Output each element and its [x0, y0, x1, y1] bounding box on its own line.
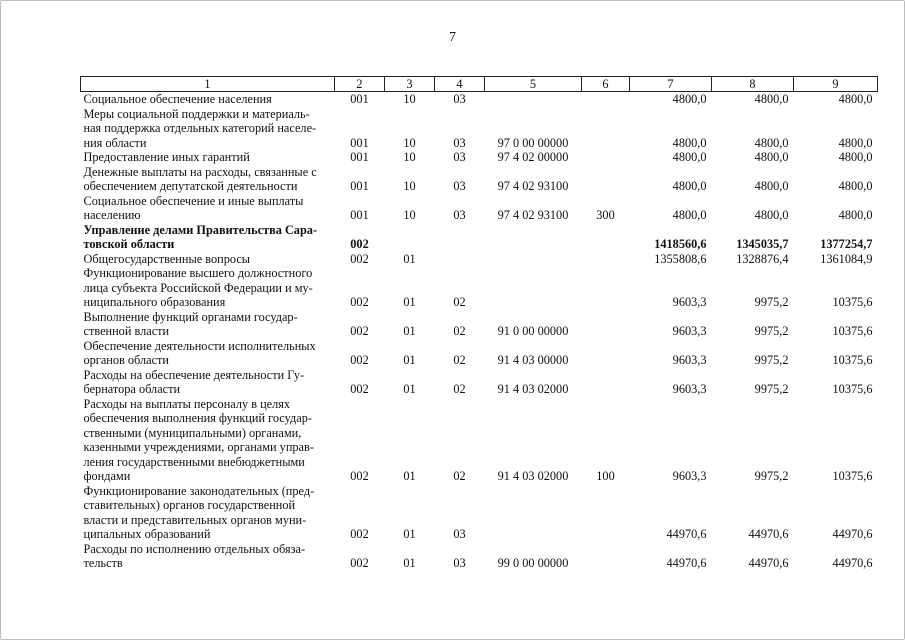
- table-row: [81, 92, 878, 107]
- table-body: [81, 92, 878, 571]
- amount-year-1: 44970,6: [666, 527, 707, 541]
- amount-year-3: 1361084,9: [820, 251, 873, 266]
- amount-year-2: 1345035,7: [736, 237, 789, 251]
- amount-year-1: 9603,3: [672, 324, 707, 338]
- expense-type-code: [582, 368, 630, 397]
- ministry-code: 002: [350, 527, 369, 541]
- column-header: 4: [435, 77, 485, 92]
- section-code: 10: [403, 135, 416, 150]
- subsection-code: 02: [453, 382, 466, 396]
- subsection-code: 03: [453, 556, 466, 570]
- description-line: ственной власти: [83, 324, 170, 338]
- table-row: [81, 252, 878, 267]
- expense-type-code: [582, 92, 630, 107]
- description-line: органов области: [83, 353, 170, 367]
- table-row: [81, 542, 878, 571]
- amount-year-1: 1418560,6: [654, 237, 707, 251]
- target-item-code: [485, 266, 582, 310]
- amount-year-1: 1355808,6: [654, 251, 707, 266]
- table-row: [81, 107, 878, 151]
- expense-type-code: [582, 252, 630, 267]
- section-code: [385, 223, 435, 252]
- amount-year-2: 4800,0: [754, 135, 789, 150]
- ministry-code: 002: [350, 237, 369, 251]
- column-header: 3: [385, 77, 435, 92]
- ministry-code: 002: [350, 469, 369, 483]
- subsection-code: 03: [453, 179, 466, 193]
- column-header: 8: [712, 77, 794, 92]
- expense-type-code: [582, 310, 630, 339]
- ministry-code: 001: [350, 179, 369, 193]
- amount-year-1: 4800,0: [672, 150, 707, 164]
- amount-year-2: 4800,0: [754, 150, 789, 164]
- section-code: 10: [403, 179, 416, 193]
- amount-year-3: 44970,6: [832, 556, 873, 570]
- amount-year-1: 4800,0: [672, 179, 707, 193]
- description-line: ставительных) органов государственной: [83, 498, 296, 512]
- amount-year-3: 4800,0: [838, 150, 873, 164]
- expense-type-code: [582, 107, 630, 151]
- description-line: Расходы на выплаты персоналу в целях: [83, 396, 291, 411]
- target-item-code: 97 0 00 00000: [497, 135, 569, 150]
- amount-year-1: 4800,0: [672, 92, 707, 106]
- amount-year-3: 4800,0: [838, 92, 873, 106]
- subsection-code: [435, 223, 485, 252]
- expense-type-code: 300: [596, 208, 615, 222]
- amount-year-1: 44970,6: [666, 556, 707, 570]
- table-row: [81, 223, 878, 252]
- ministry-code: 001: [350, 150, 369, 164]
- section-code: 01: [403, 295, 416, 309]
- amount-year-2: 9975,2: [754, 382, 789, 396]
- subsection-code: 03: [453, 527, 466, 541]
- row-description: [81, 397, 335, 484]
- amount-year-3: 4800,0: [838, 208, 873, 222]
- target-item-code: 91 4 03 00000: [497, 353, 569, 367]
- section-code: 01: [403, 324, 416, 338]
- description-line: лица субъекта Российской Федерации и му-: [83, 280, 313, 295]
- amount-year-1: 9603,3: [672, 469, 707, 483]
- column-header: 1: [81, 77, 335, 92]
- description-line: ниципального образования: [83, 295, 226, 309]
- amount-year-1: 9603,3: [672, 353, 707, 367]
- amount-year-2: 9975,2: [754, 353, 789, 367]
- target-item-code: [485, 223, 582, 252]
- table-row: [81, 266, 878, 310]
- subsection-code: 02: [453, 469, 466, 483]
- section-code: 01: [403, 469, 416, 483]
- page-number: 7: [449, 30, 456, 45]
- amount-year-3: 10375,6: [832, 469, 873, 483]
- row-description: [81, 484, 335, 542]
- target-item-code: [485, 484, 582, 542]
- table-row: [81, 165, 878, 194]
- description-line: Обеспечение деятельности исполнительных: [83, 338, 316, 353]
- row-description: [81, 194, 335, 223]
- expense-type-code: [582, 542, 630, 571]
- expense-type-code: [582, 266, 630, 310]
- description-line: власти и представительных органов муни-: [83, 512, 307, 527]
- description-line: ственными (муниципальными) органами,: [83, 425, 302, 440]
- section-code: 01: [403, 251, 416, 266]
- table-row: [81, 368, 878, 397]
- amount-year-2: 4800,0: [754, 92, 789, 106]
- amount-year-1: 4800,0: [672, 135, 707, 150]
- ministry-code: 002: [350, 324, 369, 338]
- subsection-code: 03: [453, 92, 466, 106]
- ministry-code: 002: [350, 353, 369, 367]
- row-description: [81, 150, 335, 165]
- description-line: Общегосударственные вопросы: [83, 251, 251, 266]
- description-line: Предоставление иных гарантий: [83, 150, 250, 164]
- amount-year-2: 4800,0: [754, 179, 789, 193]
- target-item-code: 99 0 00 00000: [497, 556, 569, 570]
- description-line: Управление делами Правительства Сара-: [83, 222, 318, 237]
- amount-year-2: 1328876,4: [736, 251, 789, 266]
- column-header: 7: [630, 77, 712, 92]
- description-line: Социальное обеспечение населения: [83, 92, 272, 106]
- description-line: Расходы по исполнению отдельных обяза-: [83, 541, 306, 556]
- amount-year-2: 9975,2: [754, 295, 789, 309]
- amount-year-1: 9603,3: [672, 382, 707, 396]
- row-description: [81, 266, 335, 310]
- section-code: 01: [403, 382, 416, 396]
- amount-year-3: 10375,6: [832, 295, 873, 309]
- description-line: Расходы на обеспечение деятельности Гу-: [83, 367, 305, 382]
- section-code: 01: [403, 527, 416, 541]
- description-line: тельств: [83, 556, 123, 570]
- description-line: обеспечением депутатской деятельности: [83, 179, 298, 193]
- description-line: Меры социальной поддержки и материаль-: [83, 106, 310, 121]
- description-line: Выполнение функций органами государ-: [83, 309, 298, 324]
- table-row: [81, 194, 878, 223]
- description-line: ления государственными внебюджетными: [83, 454, 305, 469]
- description-line: населению: [83, 208, 141, 222]
- table-row: [81, 484, 878, 542]
- subsection-code: 03: [453, 150, 466, 164]
- amount-year-2: 9975,2: [754, 469, 789, 483]
- column-header: 2: [335, 77, 385, 92]
- subsection-code: 03: [453, 208, 466, 222]
- amount-year-3: 4800,0: [838, 135, 873, 150]
- amount-year-1: 9603,3: [672, 295, 707, 309]
- column-header: 5: [485, 77, 582, 92]
- ministry-code: 001: [350, 135, 369, 150]
- ministry-code: 001: [350, 208, 369, 222]
- amount-year-2: 4800,0: [754, 208, 789, 222]
- target-item-code: 97 4 02 93100: [497, 179, 569, 193]
- amount-year-3: 44970,6: [832, 527, 873, 541]
- row-description: [81, 339, 335, 368]
- amount-year-2: 44970,6: [748, 556, 789, 570]
- target-item-code: [485, 92, 582, 107]
- column-header: 6: [582, 77, 630, 92]
- description-line: ципальных образований: [83, 527, 211, 541]
- row-description: [81, 310, 335, 339]
- target-item-code: 91 4 03 02000: [497, 469, 569, 483]
- amount-year-3: 1377254,7: [820, 237, 873, 251]
- target-item-code: 97 4 02 00000: [497, 150, 569, 164]
- description-line: бернатора области: [83, 382, 181, 396]
- ministry-code: 001: [350, 92, 369, 106]
- subsection-code: 02: [453, 295, 466, 309]
- expense-type-code: [582, 339, 630, 368]
- section-code: 01: [403, 353, 416, 367]
- target-item-code: 97 4 02 93100: [497, 208, 569, 222]
- row-description: [81, 542, 335, 571]
- description-line: Социальное обеспечение и иные выплаты: [83, 193, 304, 208]
- table-header-row: [81, 77, 878, 92]
- budget-table: [80, 76, 878, 571]
- table-row: [81, 339, 878, 368]
- amount-year-3: 10375,6: [832, 353, 873, 367]
- ministry-code: 002: [350, 251, 369, 266]
- expense-type-code: [582, 150, 630, 165]
- description-line: ная поддержка отдельных категорий населе-: [83, 121, 317, 135]
- description-line: Функционирование высшего должностного: [83, 266, 313, 280]
- expense-type-code: 100: [596, 469, 615, 483]
- subsection-code: 02: [453, 353, 466, 367]
- description-line: Денежные выплаты на расходы, связанные с: [83, 164, 317, 179]
- expense-type-code: [582, 484, 630, 542]
- description-line: ния области: [83, 135, 147, 150]
- target-item-code: 91 0 00 00000: [497, 324, 569, 338]
- section-code: 10: [403, 150, 416, 164]
- section-code: 01: [403, 556, 416, 570]
- table-row: [81, 150, 878, 165]
- target-item-code: [485, 252, 582, 267]
- amount-year-2: 9975,2: [754, 324, 789, 338]
- description-line: фондами: [83, 469, 131, 483]
- amount-year-1: 4800,0: [672, 208, 707, 222]
- row-description: [81, 165, 335, 194]
- table-row: [81, 397, 878, 484]
- subsection-code: [435, 252, 485, 267]
- row-description: [81, 368, 335, 397]
- row-description: [81, 107, 335, 151]
- expense-type-code: [582, 223, 630, 252]
- table-row: [81, 310, 878, 339]
- subsection-code: 02: [453, 324, 466, 338]
- ministry-code: 002: [350, 295, 369, 309]
- row-description: [81, 92, 335, 107]
- section-code: 10: [403, 208, 416, 222]
- amount-year-3: 4800,0: [838, 179, 873, 193]
- ministry-code: 002: [350, 556, 369, 570]
- description-line: товской области: [83, 237, 175, 251]
- column-header: 9: [794, 77, 878, 92]
- subsection-code: 03: [453, 135, 466, 150]
- row-description: [81, 252, 335, 267]
- amount-year-2: 44970,6: [748, 527, 789, 541]
- target-item-code: 91 4 03 02000: [497, 382, 569, 396]
- amount-year-3: 10375,6: [832, 382, 873, 396]
- row-description: [81, 223, 335, 252]
- expense-type-code: [582, 165, 630, 194]
- ministry-code: 002: [350, 382, 369, 396]
- amount-year-3: 10375,6: [832, 324, 873, 338]
- description-line: казенными учреждениями, органами управ-: [83, 440, 314, 454]
- description-line: Функционирование законодательных (пред-: [83, 483, 315, 498]
- section-code: 10: [403, 92, 416, 106]
- description-line: обеспечения выполнения функций государ-: [83, 411, 312, 425]
